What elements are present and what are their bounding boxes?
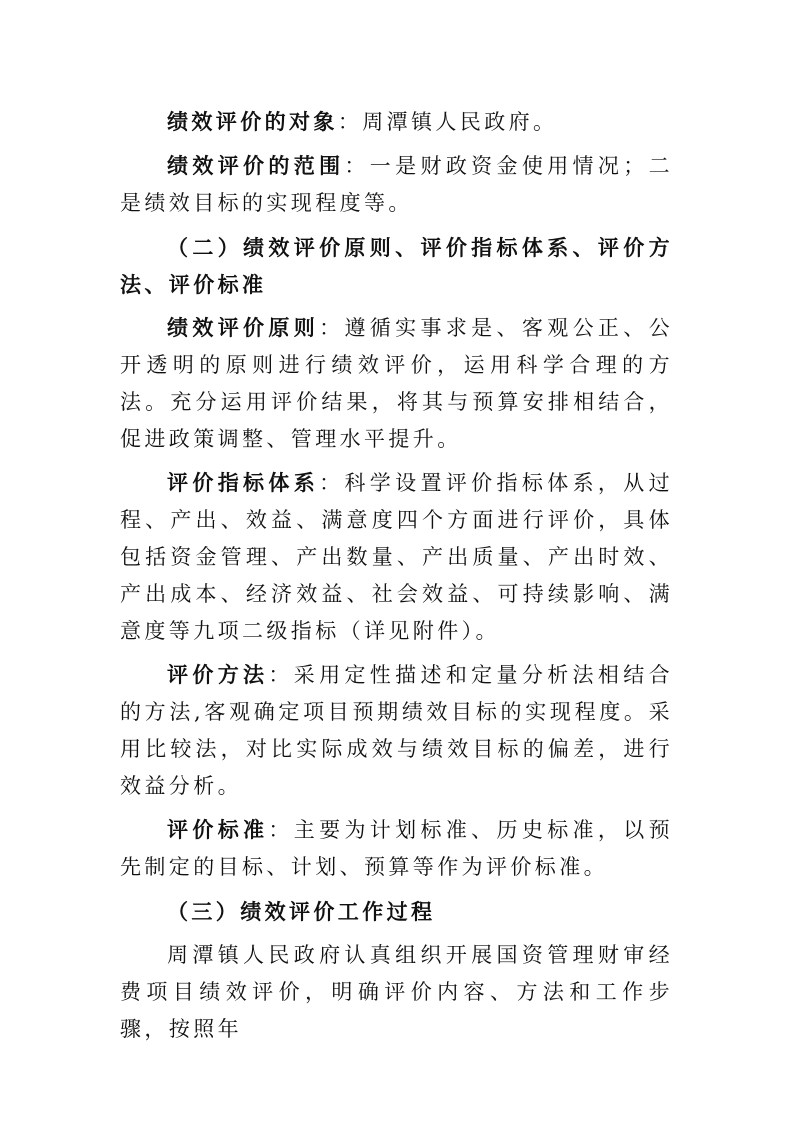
text-evaluation-method: 采用定性描述和定量分析法相结合的方法,客观确定项目预期绩效目标的实现程度。采用比较法，对比实际成效与绩效目标的偏差，进行效益分析。 [120, 663, 674, 798]
label-evaluation-principle: 绩效评价原则 [167, 316, 320, 340]
paragraph-indicator-system [120, 465, 673, 650]
section-heading-2: （二）绩效评价原则、评价指标体系、评价方法、评价标准 [120, 235, 673, 297]
paragraph-evaluation-principle [120, 310, 673, 458]
paragraph-evaluation-scope [120, 148, 673, 222]
text-evaluation-scope: 一是财政资金使用情况；二是绩效目标的实现程度等。 [120, 154, 673, 215]
text-evaluation-standard: 主要为计划标准、历史标准，以预先制定的目标、计划、预算等作为评价标准。 [120, 818, 674, 879]
paragraph-evaluation-standard [120, 812, 673, 886]
paragraph-work-process: 周潭镇人民政府认真组织开展国资管理财审经费项目绩效评价，明确评价内容、方法和工作步骤，按照年 [120, 943, 673, 1041]
section-heading-3: （三）绩效评价工作过程 [167, 899, 436, 924]
text-evaluation-object: 周潭镇人民政府。 [362, 110, 558, 134]
separator: ： [319, 471, 345, 495]
label-evaluation-standard: 评价标准 [167, 818, 269, 842]
paragraph-evaluation-method [120, 657, 673, 805]
separator: ： [337, 110, 363, 134]
text-evaluation-principle: 遵循实事求是、客观公正、公开透明的原则进行绩效评价，运用科学合理的方法。充分运用评价结果，将其与预算安排相结合，促进政策调整、管理水平提升。 [120, 316, 674, 451]
label-evaluation-object: 绩效评价的对象 [167, 110, 338, 134]
separator: ： [268, 663, 294, 687]
label-indicator-system: 评价指标体系 [167, 471, 320, 495]
label-evaluation-scope: 绩效评价的范围 [167, 154, 345, 178]
separator: ： [319, 316, 345, 340]
text-indicator-system: 科学设置评价指标体系，从过程、产出、效益、满意度四个方面进行评价，具体包括资金管理、产出数量、产出质量、产出时效、产出成本、经济效益、社会效益、可持续影响、满意度等九项二级指标（详见附件）。 [120, 471, 674, 643]
paragraph-evaluation-object [120, 104, 673, 141]
separator: ： [344, 154, 370, 178]
label-evaluation-method: 评价方法 [167, 663, 269, 687]
separator: ： [268, 818, 294, 842]
